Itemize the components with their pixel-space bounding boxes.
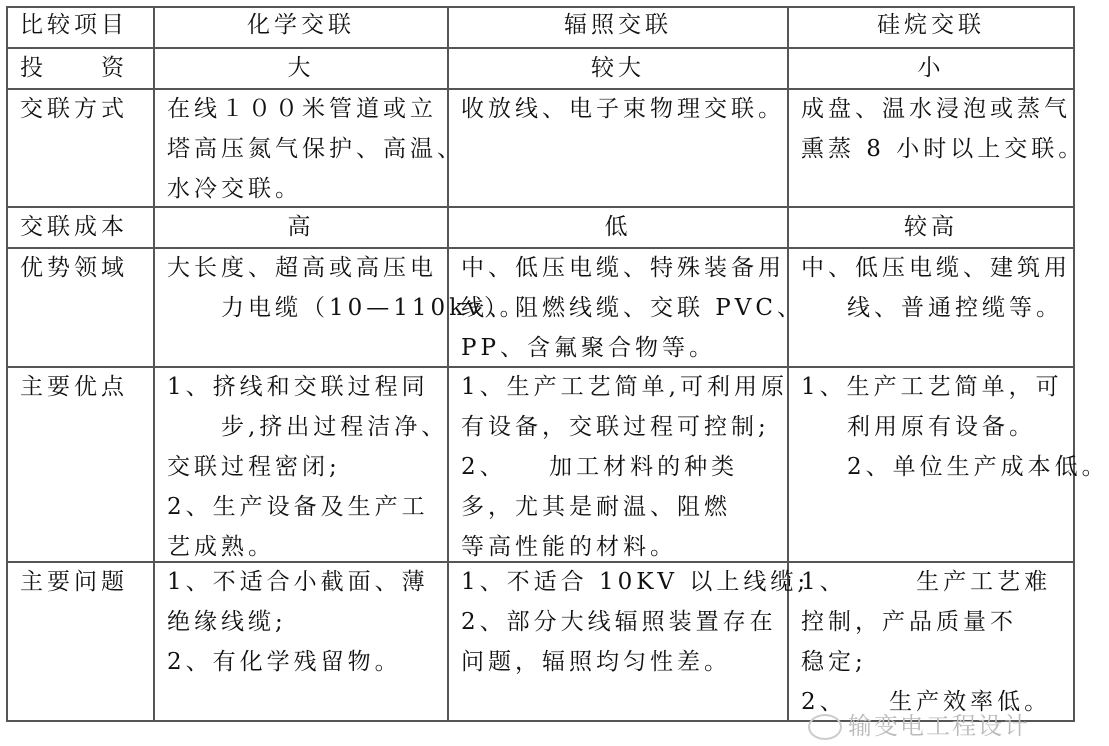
cell-text-line: 线、普通控缆等。 [847, 295, 1063, 321]
table-cell [449, 247, 804, 366]
wechat-icon [808, 714, 842, 740]
cell-text-line: 熏蒸 8 小时以上交联。 [801, 136, 1086, 162]
cell-text-line: 1、不适合 10KV 以上线缆; [461, 569, 810, 595]
cell-text-line: 2、部分大线辐照装置存在 [461, 609, 777, 635]
cell-text-line: 2、 加工材料的种类 [461, 454, 739, 480]
cell-text-line: 有设备，交联过程可控制; [461, 414, 770, 440]
watermark [808, 706, 1030, 741]
cell-text-line: 1、挤线和交联过程同 [167, 374, 429, 400]
table-cell [449, 366, 787, 561]
cell-text-line: 高 [287, 214, 315, 240]
cell-text-line: 中、低压电缆、特殊装备用 [461, 255, 785, 281]
cell-text-line: 大 [287, 55, 315, 81]
cell-text-line: 大长度、超高或高压电 [167, 255, 437, 281]
table-cell [789, 561, 1073, 720]
cell-text-line: 较高 [904, 214, 958, 240]
cell-text-line: 控制，产品质量不 [801, 609, 1017, 635]
cell-text-line: 收放线、电子束物理交联。 [461, 96, 785, 122]
cell-text-line: 2、有化学残留物。 [167, 649, 402, 675]
table-cell [449, 561, 810, 720]
cell-text-line: PP、含氟聚合物等。 [461, 335, 716, 361]
cell-text-line: 交联过程密闭; [167, 454, 341, 480]
cell-text-line: 塔高压氮气保护、高温、 [167, 136, 464, 162]
cell-text-line: 1、生产工艺简单,可利用原 [461, 374, 788, 400]
cell-text-line: 等高性能的材料。 [461, 534, 677, 560]
table-cell [155, 88, 464, 206]
row-label: 主要问题 [20, 569, 128, 595]
column-rule [6, 6, 8, 722]
row-label: 投 资 [20, 55, 128, 81]
cell-text-line: 艺成熟。 [167, 534, 275, 560]
cell-text-line: 力电缆（10—110kv）。 [221, 295, 527, 321]
cell-text-line: 线、阻燃线缆、交联 PVC、 [461, 295, 804, 321]
table-cell [155, 47, 447, 88]
header-text: 化学交联 [247, 12, 355, 38]
cell-text-line: 1、不适合小截面、薄 [167, 569, 429, 595]
row-label: 优势领域 [20, 255, 128, 281]
cell-text-line: 2、 生产效率低。 [801, 689, 1052, 715]
header-text: 辐照交联 [564, 12, 672, 38]
cell-text-line: 在线１００米管道或立 [167, 96, 437, 122]
cell-text-line: 1、生产工艺简单，可 [801, 374, 1063, 400]
table-cell [155, 561, 447, 720]
table-cell [789, 88, 1086, 206]
header-text: 比较项目 [20, 12, 128, 38]
table-cell [789, 366, 1109, 561]
cell-text-line: 2、单位生产成本低。 [847, 454, 1109, 480]
cell-text-line: 小 [917, 55, 945, 81]
cell-text-line: 稳定; [801, 649, 867, 675]
table-cell [155, 247, 527, 366]
row-label: 交联成本 [20, 214, 128, 240]
watermark-text: 输变电工程设计 [848, 712, 1030, 740]
table-cell [789, 206, 1073, 247]
column-rule [1073, 6, 1075, 722]
row-label: 主要优点 [20, 374, 128, 400]
cell-text-line: 步,挤出过程洁净、 [221, 414, 449, 440]
table-cell [155, 206, 447, 247]
table-cell [789, 47, 1073, 88]
cell-text-line: 2、生产设备及生产工 [167, 494, 429, 520]
table-cell [449, 47, 787, 88]
cell-text-line: 1、 生产工艺难 [801, 569, 1052, 595]
table-cell [155, 366, 447, 561]
header-text: 硅烷交联 [877, 12, 985, 38]
cell-text-line: 利用原有设备。 [847, 414, 1036, 440]
cell-text-line: 较大 [591, 55, 645, 81]
table-cell [449, 206, 787, 247]
table-cell [449, 88, 787, 206]
cell-text-line: 水冷交联。 [167, 176, 302, 202]
table-cell [789, 247, 1073, 366]
cell-text-line: 成盘、温水浸泡或蒸气 [801, 96, 1071, 122]
cell-text-line: 低 [604, 214, 632, 240]
cell-text-line: 问题，辐照均匀性差。 [461, 649, 731, 675]
row-label: 交联方式 [20, 96, 128, 122]
table-rule [6, 6, 1075, 8]
cell-text-line: 多，尤其是耐温、阻燃 [461, 494, 731, 520]
cell-text-line: 中、低压电缆、建筑用 [801, 255, 1071, 281]
cell-text-line: 绝缘线缆; [167, 609, 287, 635]
